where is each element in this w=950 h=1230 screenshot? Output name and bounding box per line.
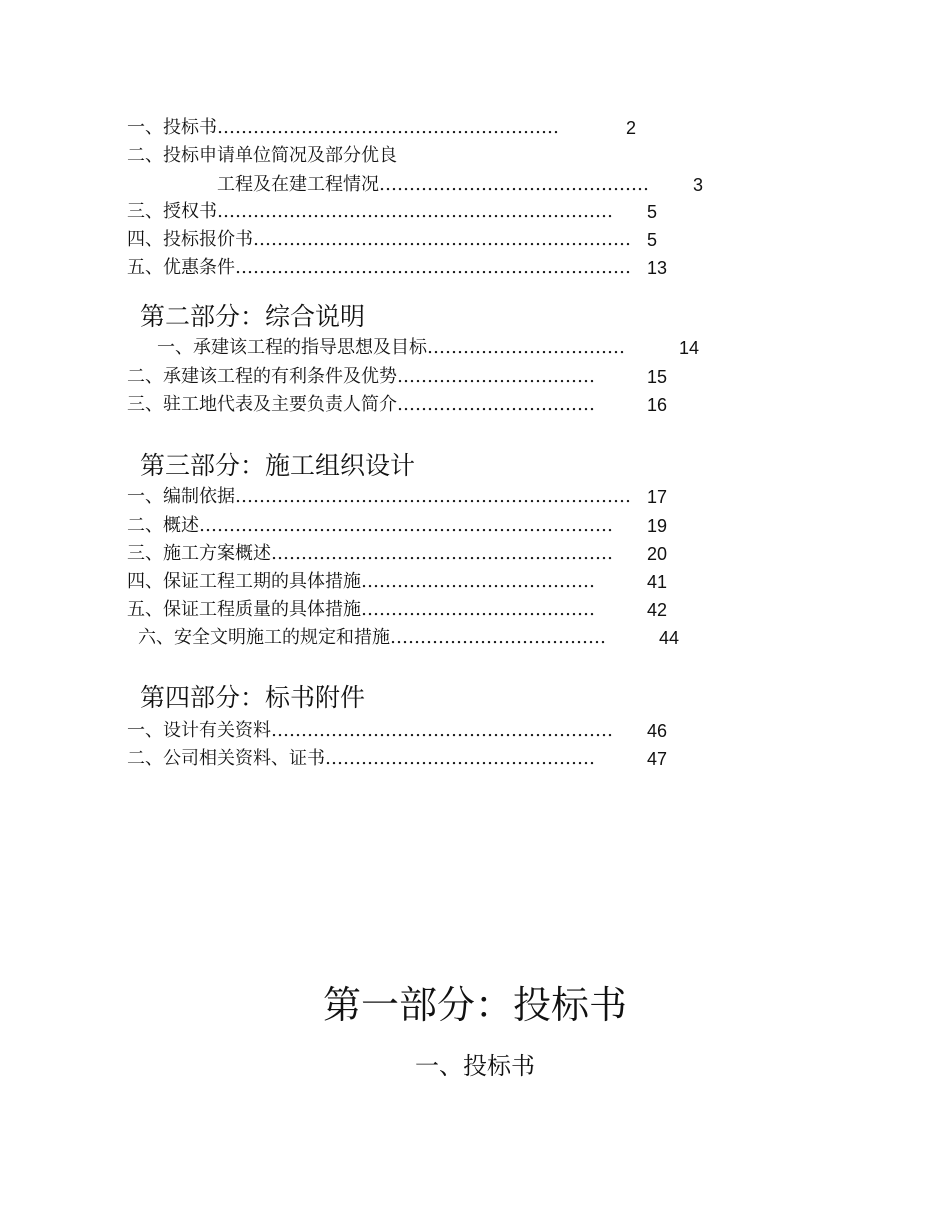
section-title: 第一部分：投标书 [322,983,627,1027]
toc-entry-label: 一、编制依据………………………………………………………… [127,486,631,507]
toc-entry [127,513,687,539]
toc-entry-page: 14 [679,338,700,358]
toc-entry-page: 44 [659,628,680,648]
toc-entry [127,484,687,510]
toc-entry-page: 17 [647,487,668,507]
toc-entry-page: 42 [647,600,668,620]
toc-entry-label: 一、承建该工程的指导思想及目标…………………………… [157,337,625,358]
toc-entry-page: 5 [647,202,658,222]
toc-entry-label: 三、驻工地代表及主要负责人简介…………………………… [127,394,595,415]
part-heading: 第二部分：综合说明 [140,302,366,331]
toc-entry-page: 19 [647,516,668,536]
toc-entry [127,115,647,141]
toc-entry-page: 15 [647,367,668,387]
toc-entry [127,718,687,744]
toc-entry [127,746,687,772]
toc-entry [127,597,687,623]
toc-entry [157,335,717,361]
section-subtitle: 一、投标书 [415,1052,535,1080]
toc-entry-label: 二、承建该工程的有利条件及优势…………………………… [127,366,595,387]
part-heading: 第四部分：标书附件 [140,683,366,712]
toc-entry-page: 47 [647,749,668,769]
toc-entry [138,625,698,651]
toc-entry-label: 四、投标报价书……………………………………………………… [127,229,631,250]
toc-entry-page: 46 [647,721,668,741]
toc-entry-page: 2 [626,118,637,138]
part-heading: 第三部分：施工组织设计 [140,451,416,480]
toc-entry [127,255,687,281]
toc-entry [127,143,647,169]
toc-entry [127,569,687,595]
toc-entry-page: 5 [647,230,658,250]
toc-entry [127,364,687,390]
toc-entry [127,541,687,567]
toc-entry-page: 13 [647,258,668,278]
toc-entry [127,392,687,418]
toc-entry-label: 二、投标申请单位简况及部分优良 [127,145,397,166]
toc-entry-label: 一、设计有关资料………………………………………………… [127,720,613,741]
toc-entry-page: 16 [647,395,668,415]
toc-entry-label: 工程及在建工程情况……………………………………… [217,174,649,195]
toc-entry-label: 一、投标书………………………………………………… [127,117,559,138]
toc-entry-label: 五、保证工程质量的具体措施………………………………… [127,599,595,620]
toc-entry-label: 二、概述…………………………………………………………… [127,515,613,536]
toc-entry-page: 41 [647,572,668,592]
toc-entry [127,199,677,225]
toc-entry-page: 3 [693,175,704,195]
toc-entry-label: 四、保证工程工期的具体措施………………………………… [127,571,595,592]
toc-entry [127,227,677,253]
toc-entry-label: 二、公司相关资料、证书……………………………………… [127,748,595,769]
toc-entry-label: 五、优惠条件………………………………………………………… [127,257,631,278]
toc-entry-label: 三、授权书………………………………………………………… [127,201,613,222]
toc-entry [217,172,717,198]
toc-entry-page: 20 [647,544,668,564]
toc-entry-label: 三、施工方案概述………………………………………………… [127,543,613,564]
toc-entry-label: 六、安全文明施工的规定和措施……………………………… [138,627,606,648]
